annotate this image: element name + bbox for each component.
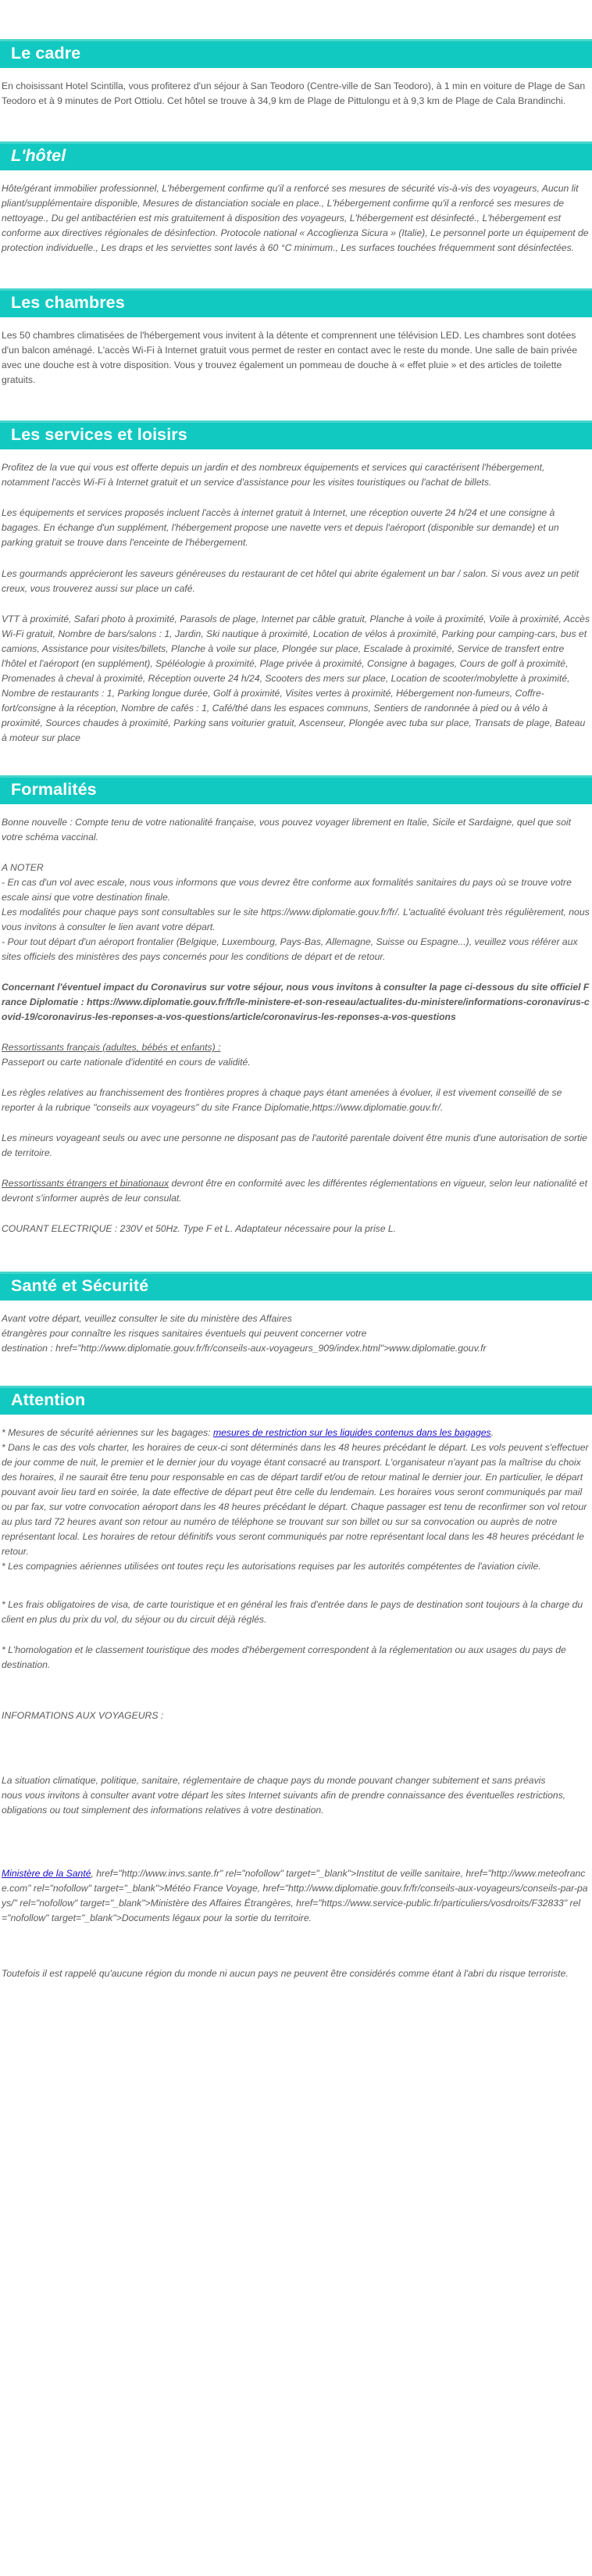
attention-p9: Toutefois il est rappelé qu'aucune région du monde ni aucun pays ne peuvent être considérés comme étant à l'abri du risque terroriste. <box>2 1968 569 1980</box>
formalites-p7-heading: Ressortissants étrangers et binationaux <box>2 1178 169 1190</box>
section-title-formalites: Formalités <box>0 775 592 804</box>
formalites-p5: Les règles relatives au franchissement des frontières propres à chaque pays étant amenées à évoluer, il est vivement conseillé de se reporter à la rubrique "conseils aux voyageurs" du site France Diplomatie,https://www.diplomatie.gouv.fr/. <box>2 1087 562 1114</box>
section-body-attention <box>0 1426 592 1982</box>
services-p1: Profitez de la vue qui vous est offerte depuis un jardin et des nombreux équipements et services qui caractérisent l'hébergement, notamment l'accès Wi-Fi à Internet gratuit et un service d'assistance pour les visites touristiques ou l'achat de billets. <box>2 462 545 488</box>
liquids-restriction-link[interactable]: mesures de restriction sur les liquides contenus dans les bagages <box>212 1426 491 1438</box>
attention-p1-suffix: . <box>490 1426 494 1438</box>
services-p3: Les gourmands apprécieront les saveurs généreuses du restaurant de cet hôtel qui abrite également un bar / salon. Si vous avez un petit creux, vous trouverez aussi sur place un café. <box>2 567 580 594</box>
attention-p7: La situation climatique, politique, sanitaire, réglementaire de chaque pays du monde pouvant changer subitement et sans préavis nous vous invitons à consulter avant votre départ les sites Internet suivants afin de prendre connaissance des éventuelles restrictions, obligations ou tout simplement des informations relatives à votre destination. <box>2 1775 566 1816</box>
attention-p1-prefix: * Mesures de sécurité aériennes sur les bagages: <box>2 1426 213 1438</box>
sante-text: Avant votre départ, veuillez consulter le site du ministère des Affaires étrangères pour connaître les risques sanitaires éventuels qui peuvent concerner votre destination : href="http://www.diplomatie.gouv.fr/fr/conseils-aux-voyageurs_909/index.html">www.diplomatie.gouv.fr <box>2 1312 487 1354</box>
attention-p2: * Dans le cas des vols charter, les horaires de ceux-ci sont déterminés dans les 48 heures précédant le départ. Les vols peuvent s'effectuer de jour comme de nuit, le premier et le dernier jour du voyage étant consacré au transport. L'organisateur n'ayant pas la maîtrise du choix des horaires, il ne saurait être tenu pour responsable en cas de départ tardif et/ou de retour matinal le dernier jour. En particulier, le départ pouvant avoir lieu tard en soirée, la date effective de départ peut être celle du lendemain. Les horaires vous seront communiqués par mail ou par fax, sur votre convocation aéroport dans les 48 heures précédant le départ. Chaque passager est tenu de reconfirmer son vol retour au plus tard 72 heures avant son retour au numéro de téléphone se trouvant sur son billet ou sur sa convocation ou auprès de notre représentant local. Les horaires de retour définitifs vous seront communiqués par notre représentant local dans les 48 heures précédant le retour. <box>2 1441 589 1557</box>
formalites-p7 <box>2 1176 590 1206</box>
section-title-chambres: Les chambres <box>0 288 592 317</box>
services-p2: Les équipements et services proposés incluent l'accès à internet gratuit à Internet, une réception ouverte 24 h/24 et une consigne à bagages. En échange d'un supplément, l'hébergement propose une navette vers et depuis l'aéroport (disponible sur demande) et un parking gratuit se trouve dans l'enceinte de l'hébergement. <box>2 507 559 549</box>
services-p4: VTT à proximité, Safari photo à proximité, Parasols de plage, Internet par câble gratuit, Planche à voile à proximité, Voile à proximité, Accès Wi-Fi gratuit, Nombre de bars/salons : 1, Jardin, Ski nautique à proximité, Location de vélos à proximité, Parking pour camping-cars, bus et camions, Assistance pour visites/billets, Planche à voile sur place, Plongée sur place, Escalade à proximité, Service de transfert entre l'hôtel et l'aéroport (en supplément), Spéléologie à proximité, Plage privée à proximité, Consigne à bagages, Cours de golf à proximité, Promenades à cheval à proximité, Réception ouverte 24 h/24, Scooters des mers sur place, Location de scooter/mobylette à proximité, Nombre de restaurants : 1, Parking longue durée, Golf à proximité, Visites vertes à proximité, Hébergement non-fumeurs, Coffre-fort/consigne à la réception, Nombre de cafés : 1, Café/thé dans les espaces communs, Sentiers de randonnée à pied ou à vélo à proximité, Sources chaudes à proximité, Parking sans voiturier gratuit, Ascenseur, Plongée avec tuba sur place, Transats de plage, Bateau à moteur sur place <box>2 613 590 743</box>
attention-p8-text: , href="http://www.invs.sante.fr" rel="nofollow" target="_blank">Institut de veille sanitaire, href="http://www.meteofrance.com" rel="nofollow" target="_blank">Météo France Voyage, href="http://www.diplomatie.gouv.fr/fr/conseils-aux-voyageurs/conseils-par-pays/" rel="nofollow" target="_blank">Ministère des Affaires Étrangères, href="https://www.service-public.fr/particuliers/vosdroits/F32833" rel="nofollow" target="_blank">Documents légaux pour la sortie du territoire. <box>2 1868 588 1924</box>
formalites-p4: Passeport ou carte nationale d'identité en cours de validité. <box>2 1057 251 1068</box>
formalites-p4-heading: Ressortissants français (adultes, bébés et enfants) : <box>2 1042 221 1054</box>
section-title-hotel: L'hôtel <box>0 141 592 170</box>
section-body-sante <box>0 1311 592 1356</box>
formalites-p2: A NOTER - En cas d'un vol avec escale, nous vous informons que vous devrez être conforme aux formalités sanitaires du pays où se trouve votre escale ainsi que votre destination finale. Les modalités pour chaque pays sont consultables sur le site https://www.diplomatie.gouv.fr/fr/. L'actualité évoluant très régulièrement, nous vous invitons à consulter le lien avant votre départ. - Pour tout départ d'un aéroport frontalier (Belgique, Luxembourg, Pays-Bas, Allemagne, Suisse ou Espagne...), veuillez vous référer aux sites officiels des ministères des pays concernés pour les conditions de départ et de retour. <box>2 861 590 963</box>
section-title-sante: Santé et Sécurité <box>0 1272 592 1301</box>
section-body-chambres <box>0 328 592 388</box>
hotel-text: Hôte/gérant immobilier professionnel, L'hébergement confirme qu'il a renforcé ses mesures de sécurité vis-à-vis des voyageurs, Aucun lit pliant/supplémentaire disponible, Mesures de distanciation sociale en place., L'hébergement confirme qu'il a renforcé ses mesures de nettoyage., Du gel antibactérien est mis gratuitement à disposition des voyageurs, L'hébergement est désinfecté., L'hébergement est conforme aux directives régionales de désinfection. Protocole national « Accoglienza Sicura » (Italie), Le personnel porte un équipement de protection individuelle., Les draps et les serviettes sont lavés à 60 °C minimum., Les surfaces touchées fréquemment sont désinfectées. <box>2 183 589 254</box>
section-title-cadre: Le cadre <box>0 39 592 68</box>
section-title-services: Les services et loisirs <box>0 420 592 449</box>
attention-p5: * L'homologation et le classement touristique des modes d'hébergement correspondent à la réglementation ou aux usages du pays de destination. <box>2 1644 566 1670</box>
section-body-hotel <box>0 181 592 256</box>
section-body-formalites <box>0 815 592 1237</box>
cadre-text: En choisissant Hotel Scintilla, vous profiterez d'un séjour à San Teodoro (Centre-ville de San Teodoro), à 1 min en voiture de Plage de San Teodoro et à 9 minutes de Port Ottiolu. Cet hôtel se trouve à 34,9 km de Plage de Pittulongu et à 9,3 km de Plage de Cala Brandinchi. <box>2 80 586 107</box>
formalites-p7-text: devront être en conformité avec les différentes réglementations en vigueur, selon leur nationalité et devront s'informer auprès de leur consulat. <box>2 1178 587 1204</box>
attention-p3: * Les compagnies aériennes utilisées ont toutes reçu les autorisations requises par les autorités compétentes de l'aviation civile. <box>2 1560 541 1572</box>
attention-p6: INFORMATIONS AUX VOYAGEURS : <box>2 1710 164 1722</box>
formalites-p6: Les mineurs voyageant seuls ou avec une personne ne disposant pas de l'autorité parentale doivent être munis d'une autorisation de sortie de territoire. <box>2 1132 587 1159</box>
attention-p8 <box>2 1866 590 1926</box>
section-title-attention: Attention <box>0 1386 592 1415</box>
ministere-sante-link[interactable]: Ministère de la Santé <box>2 1868 91 1880</box>
attention-p4: * Les frais obligatoires de visa, de carte touristique et en général les frais d'entrée dans le pays de destination sont toujours à la charge du client en plus du prix du vol, du séjour ou du circuit déjà réglés. <box>2 1598 583 1625</box>
section-body-cadre <box>0 79 592 109</box>
attention-p1 <box>2 1426 590 1440</box>
formalites-p8: COURANT ELECTRIQUE : 230V et 50Hz. Type F et L. Adaptateur nécessaire pour la prise L. <box>2 1223 397 1235</box>
formalites-p3: Concernant l'éventuel impact du Coronavirus sur votre séjour, nous vous invitons à consulter la page ci-dessous du site officiel France Diplomatie : https://www.diplomatie.gouv.fr/fr/le-ministere-et-son-reseau/actualites-du-ministere/informations-coronavirus-covid-19/coronavirus-les-reponses-a-vos-questions/article/coronavirus-les-reponses-a-vos-questions <box>2 982 590 1023</box>
chambres-text: Les 50 chambres climatisées de l'hébergement vous invitent à la détente et comprennent une télévision LED. Les chambres sont dotées d'un balcon aménagé. L'accès Wi-Fi à Internet gratuit vous permet de rester en contact avec le reste du monde. Une salle de bain privée avec une douche est à votre disposition. Vous y trouvez également un pommeau de douche à « effet pluie » et des articles de toilette gratuits. <box>2 330 577 386</box>
section-body-services <box>0 460 592 746</box>
formalites-p1: Bonne nouvelle : Compte tenu de votre nationalité française, vous pouvez voyager librement en Italie, Sicile et Sardaigne, quel que soit votre schéma vaccinal. <box>2 816 571 843</box>
